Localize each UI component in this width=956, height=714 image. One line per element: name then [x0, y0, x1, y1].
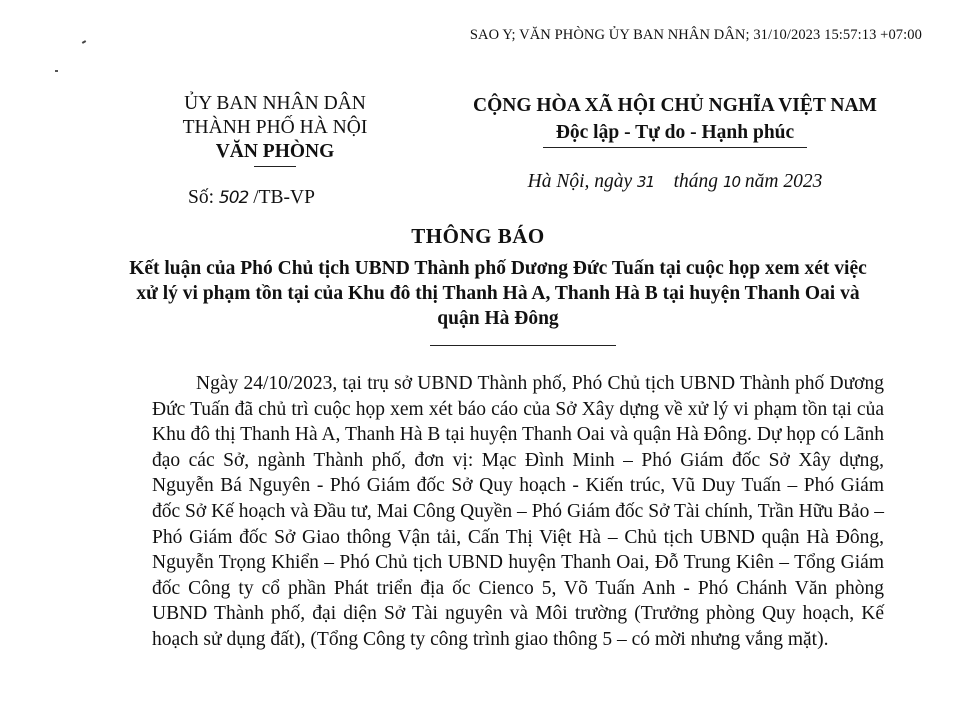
- issuer-line-1: ỦY BAN NHÂN DÂN: [184, 93, 366, 114]
- issuer-line-3: VĂN PHÒNG: [215, 141, 335, 162]
- subject-divider: [430, 345, 616, 346]
- motto-divider: [543, 147, 807, 148]
- document-number: [188, 187, 315, 209]
- date-year: năm 2023: [744, 171, 823, 192]
- national-title: CỘNG HÒA XÃ HỘI CHỦ NGHĨA VIỆT NAM: [473, 95, 877, 116]
- issuer-divider: [254, 166, 296, 167]
- copy-stamp: SAO Y; VĂN PHÒNG ỦY BAN NHÂN DÂN; 31/10/2023 15:57:13 +07:00: [469, 27, 922, 43]
- document-subject: Kết luận của Phó Chủ tịch UBND Thành phố Dương Đức Tuấn tại cuộc họp xem xét việc xử lý vi phạm tồn tại của Khu đô thị Thanh Hà A, Thanh Hà B tại huyện Thanh Oai và quận Hà Đông: [129, 258, 867, 329]
- issuer-line-2: THÀNH PHỐ HÀ NỘI: [182, 117, 368, 138]
- number-handwritten: 502: [218, 188, 249, 208]
- body-paragraph: [152, 371, 884, 653]
- number-label: Số:: [188, 187, 215, 208]
- issuer-block: [145, 92, 405, 167]
- body-paragraph-text: Ngày 24/10/2023, tại trụ sở UBND Thành phố, Phó Chủ tịch UBND Thành phố Dương Đức Tuấn đã chủ trì cuộc họp xem xét báo cáo của Sở Xây dựng về xử lý vi phạm tồn tại của Khu đô thị Thanh Hà A, Thanh Hà B tại huyện Thanh Oai và quận Hà Đông. Dự họp có Lãnh đạo các Sở, ngành Thành phố, đơn vị: Mạc Đình Minh – Phó Giám đốc Sở Xây dựng, Nguyễn Bá Nguyên - Phó Giám đốc Sở Quy hoạch - Kiến trúc, Vũ Duy Tuấn – Phó Giám đốc Sở Kế hoạch và Đầu tư, Mai Công Quyền – Phó Giám đốc Sở Tài chính, Trần Hữu Bảo – Phó Giám đốc Sở Giao thông Vận tải, Cấn Thị Việt Hà – Chủ tịch UBND quận Hà Đông, Nguyễn Trọng Khiển – Phó Chủ tịch UBND huyện Thanh Oai, Đỗ Trung Kiên – Tổng Giám đốc Công ty cổ phần Phát triển địa ốc Cienco 5, Võ Tuấn Anh - Phó Chánh Văn phòng UBND Thành phố, đại diện Sở Tài nguyên và Môi trường (Trưởng phòng Quy hoạch, Kế hoạch sử dụng đất), (Tổng Công ty công trình giao thông 5 – có mời nhưng vắng mặt).: [152, 373, 884, 650]
- national-motto: Độc lập - Tự do - Hạnh phúc: [555, 122, 795, 143]
- dateline: [420, 171, 930, 193]
- scan-speck: [82, 40, 86, 44]
- number-suffix: /TB-VP: [253, 187, 315, 208]
- scan-speck: [55, 70, 58, 72]
- date-month: 10: [722, 173, 741, 191]
- date-prefix: Hà Nội, ngày: [527, 171, 633, 192]
- national-header: [420, 92, 930, 148]
- date-month-label: tháng: [673, 171, 719, 192]
- date-day: 31: [637, 173, 655, 191]
- document-title: THÔNG BÁO: [411, 224, 545, 248]
